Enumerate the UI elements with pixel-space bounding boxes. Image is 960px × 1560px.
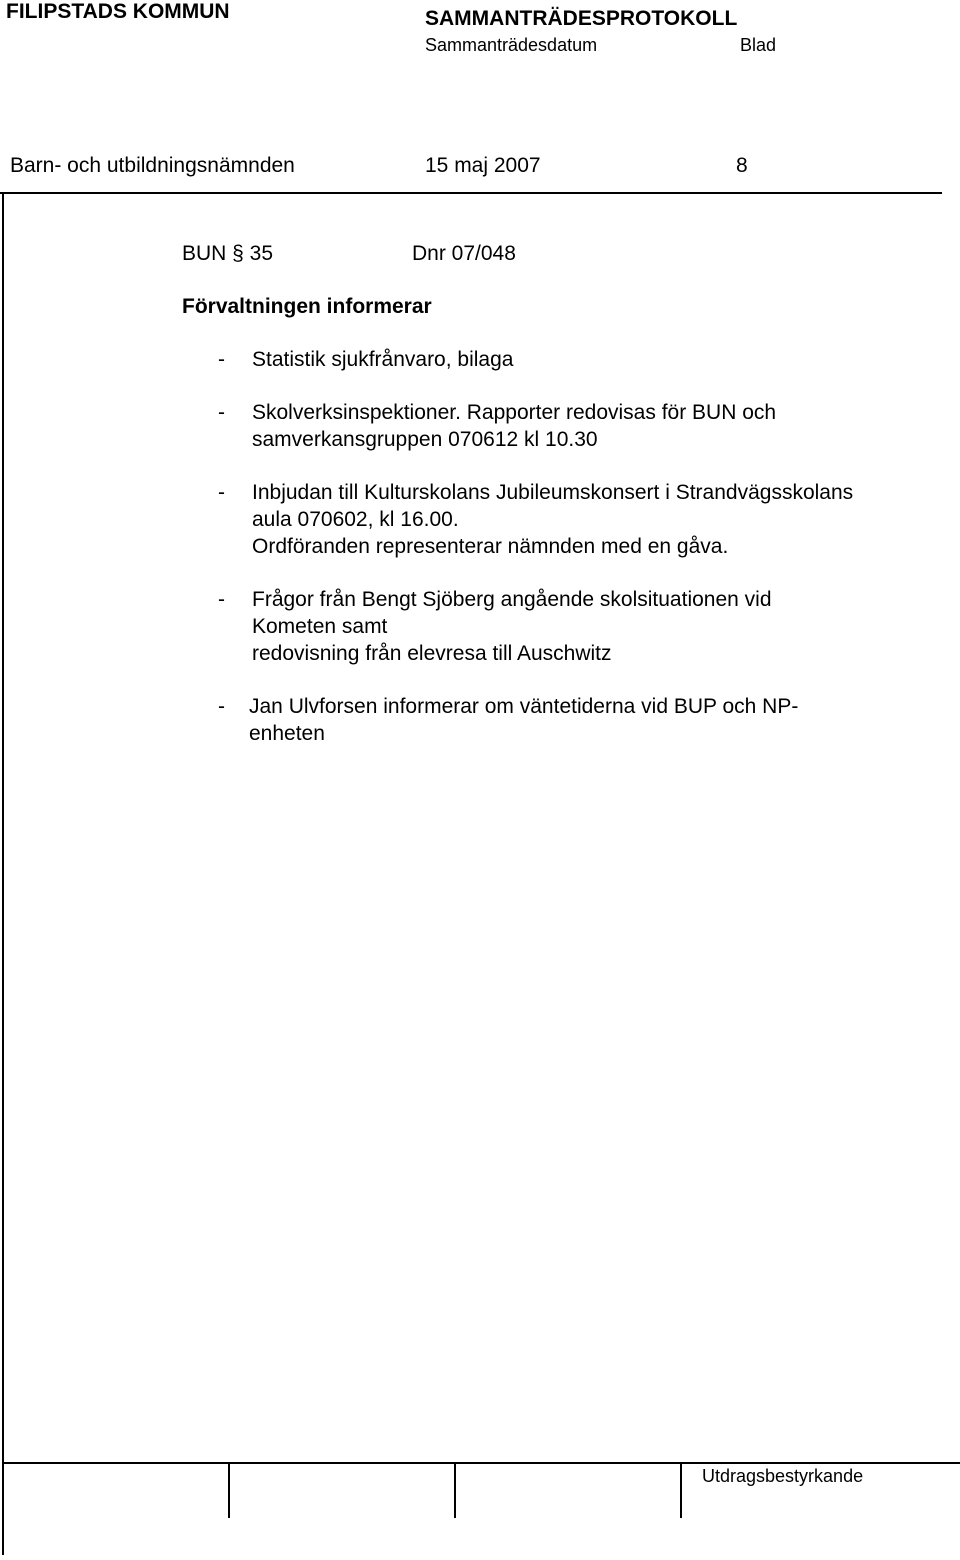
meeting-date: 15 maj 2007	[425, 154, 541, 177]
date-label: Sammanträdesdatum	[425, 35, 598, 55]
page-number: 8	[736, 154, 748, 177]
section-title: Förvaltningen informerar	[182, 295, 432, 318]
list-item-text: Jan Ulvforsen informerar om väntetiderna vid BUP och NP- enheten	[249, 695, 799, 745]
list-item-text: Frågor från Bengt Sjöberg angående skolsituationen vid Kometen samt redovisning från elevresa till Auschwitz	[252, 588, 772, 665]
list-item	[182, 399, 922, 453]
list-item-text: Inbjudan till Kulturskolans Jubileumskonsert i Strandvägsskolans aula 070602, kl 16.00. Ordföranden representerar nämnden med en gåva.	[252, 481, 854, 558]
protocol-body	[182, 240, 922, 773]
list-bullet: -	[218, 588, 225, 611]
case-header	[182, 240, 922, 267]
frame-top-rule	[0, 192, 942, 194]
list-bullet: -	[218, 401, 225, 424]
signature-box-divider	[228, 1462, 230, 1518]
list-bullet: -	[218, 695, 225, 718]
signature-box-divider	[454, 1462, 456, 1518]
list-item	[182, 346, 922, 373]
signature-box-divider	[680, 1462, 682, 1518]
list-bullet: -	[218, 481, 225, 504]
list-item-text: Skolverksinspektioner. Rapporter redovisas för BUN och samverkansgruppen 070612 kl 10.30	[252, 401, 777, 451]
footer-rule	[2, 1462, 960, 1464]
info-list	[182, 346, 922, 747]
list-item	[182, 693, 922, 747]
list-item-text: Statistik sjukfrånvaro, bilaga	[252, 348, 514, 371]
frame-left-rule	[2, 192, 4, 1555]
organization-name: FILIPSTADS KOMMUN	[6, 0, 230, 23]
case-dnr: Dnr 07/048	[412, 242, 516, 265]
list-bullet: -	[218, 348, 225, 371]
page-label: Blad	[740, 35, 777, 55]
case-number: BUN § 35	[182, 242, 274, 265]
committee-name: Barn- och utbildningsnämnden	[10, 154, 295, 177]
certification-label: Utdragsbestyrkande	[702, 1466, 864, 1486]
list-item	[182, 479, 922, 560]
document-type: SAMMANTRÄDESPROTOKOLL	[425, 7, 738, 30]
list-item	[182, 586, 922, 667]
